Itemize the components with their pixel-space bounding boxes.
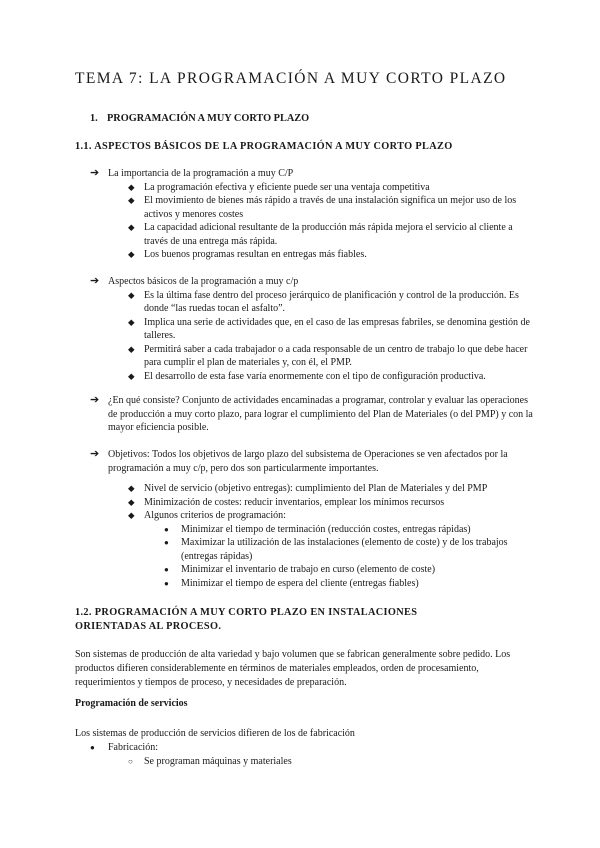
arrow-item-text: ¿En qué consiste? Conjunto de actividades encaminadas a programar, controlar y evaluar las operaciones de producción a muy corto plazo, para lograr el cumplimiento del Plan de Materiales (o del PMP) y con la mayor eficiencia posible. — [108, 395, 533, 433]
list-item — [128, 496, 535, 510]
arrow-icon: ➔ — [90, 275, 100, 287]
subsection-heading-1-1: 1.1. ASPECTOS BÁSICOS DE LA PROGRAMACIÓN A MUY CORTO PLAZO — [75, 141, 453, 152]
bullet-dot-icon: ● — [164, 578, 169, 588]
sub-list-item — [164, 536, 536, 563]
list-item-text: Permitirá saber a cada trabajador o a cada responsable de un centro de trabajo lo que debe hacer para cumplir el plan de materiales y, con él, el PMP. — [144, 343, 528, 368]
paragraph-process: Son sistemas de producción de alta variedad y bajo volumen que se fabrican generalmente sobre pedido. Los productos difieren considerablemente en términos de materiales empleados, orden de procesamiento, requerimientos y tiempos de proceso, y necesidades de preparación. — [75, 649, 511, 688]
list-item — [128, 316, 530, 343]
diamond-bullet-icon: ◆ — [128, 483, 135, 493]
sub-list-item — [164, 523, 536, 537]
diamond-bullet-icon: ◆ — [128, 289, 135, 300]
arrow-item — [90, 394, 535, 435]
subsection-heading-1-2: 1.2. PROGRAMACIÓN A MUY CORTO PLAZO EN INSTALACIONES ORIENTADAS AL PROCESO. — [75, 607, 418, 632]
arrow-item-text: La importancia de la programación a muy C/P — [108, 168, 294, 179]
sub-list-item-text: Se programan máquinas y materiales — [144, 755, 292, 767]
list-item-text: Fabricación: — [108, 742, 158, 753]
list-item — [128, 509, 535, 523]
sub-list-item — [128, 755, 490, 769]
list-item-text: El desarrollo de esta fase varía enormemente con el tipo de configuración productiva. — [144, 370, 486, 382]
subheading-services: Programación de servicios — [75, 698, 188, 709]
arrow-item-text: Aspectos básicos de la programación a muy c/p — [108, 276, 299, 287]
list-item — [128, 482, 535, 496]
list-manufacturing — [90, 741, 490, 768]
diamond-bullet-icon: ◆ — [128, 510, 135, 520]
list-item-text: La capacidad adicional resultante de la producción más rápida mejora el servicio al cliente a través de una entrega más rápida. — [144, 222, 513, 247]
list-item — [128, 248, 530, 262]
diamond-bullet-icon: ◆ — [128, 249, 135, 259]
bullet-block-importance — [90, 167, 530, 262]
list-item — [128, 221, 530, 248]
arrow-item — [90, 275, 530, 289]
diamond-bullet-icon: ◆ — [128, 370, 135, 381]
arrow-icon: ➔ — [90, 394, 100, 406]
sub-list-item-text: Minimizar el tiempo de espera del cliente (entregas fiables) — [181, 577, 419, 589]
diamond-bullet-icon: ◆ — [128, 316, 135, 327]
bullet-dot-icon: ● — [164, 538, 169, 547]
list-item — [128, 194, 530, 221]
bullet-block-basics — [90, 275, 530, 383]
list-item-text: La programación efectiva y eficiente puede ser una ventaja competitiva — [144, 181, 430, 193]
diamond-bullet-icon: ◆ — [128, 195, 135, 205]
bullet-dot-icon: ● — [164, 565, 169, 574]
list-item-text: El movimiento de bienes más rápido a través de una instalación significa un mejor uso de los activos y menores costes — [144, 195, 517, 220]
list-item — [128, 289, 530, 316]
arrow-item-text: Objetivos: Todos los objetivos de largo plazo del subsistema de Operaciones se ven afectados por la programación a muy c/p, pero dos son particularmente importantes. — [108, 449, 508, 474]
section-heading-1 — [90, 113, 309, 124]
list-item-text: Los buenos programas resultan en entregas más fiables. — [144, 249, 367, 260]
sub-list-item-text: Minimizar el inventario de trabajo en curso (elemento de coste) — [181, 564, 436, 575]
diamond-bullet-icon: ◆ — [128, 343, 135, 354]
page-title: TEMA 7: LA PROGRAMACIÓN A MUY CORTO PLAZO — [75, 70, 507, 87]
bullet-dot-icon: ● — [90, 743, 95, 752]
arrow-item — [90, 448, 535, 482]
list-item-text: Nivel de servicio (objetivo entregas): cumplimiento del Plan de Materiales y del PMP — [144, 483, 488, 494]
list-item — [128, 181, 530, 195]
list-item-text: Minimización de costes: reducir inventarios, emplear los mínimos recursos — [144, 496, 445, 508]
arrow-item — [90, 167, 530, 181]
list-item-text: Algunos criterios de programación: — [144, 510, 286, 521]
arrow-icon: ➔ — [90, 167, 100, 179]
sub-list-item-text: Maximizar la utilización de las instalaciones (elemento de coste) y de los trabajos (entregas rápidas) — [181, 537, 508, 562]
diamond-bullet-icon: ◆ — [128, 496, 135, 507]
list-item — [128, 370, 530, 384]
section-number: 1. — [90, 113, 98, 124]
bullet-dot-icon: ● — [164, 524, 169, 534]
sub-list-item — [164, 577, 536, 591]
section-label: PROGRAMACIÓN A MUY CORTO PLAZO — [107, 113, 310, 124]
diamond-bullet-icon: ◆ — [128, 222, 135, 232]
bullet-block-definition — [90, 394, 535, 435]
list-item-text: Implica una serie de actividades que, en el caso de las empresas fabriles, se denomina gestión de talleres. — [144, 316, 530, 341]
paragraph-services: Los sistemas de producción de servicios difieren de los de fabricación — [75, 728, 355, 739]
diamond-bullet-icon: ◆ — [128, 181, 135, 192]
bullet-block-objectives — [90, 448, 535, 590]
circle-bullet-icon: ○ — [128, 756, 133, 766]
sub-list-item — [164, 563, 536, 577]
list-item — [128, 343, 530, 370]
sub-list-item-text: Minimizar el tiempo de terminación (reducción costes, entregas rápidas) — [181, 523, 471, 535]
arrow-icon: ➔ — [90, 448, 100, 460]
list-item — [90, 741, 490, 755]
list-item-text: Es la última fase dentro del proceso jerárquico de planificación y control de la producción. Es donde “las ruedas tocan el asfalto”. — [144, 289, 519, 314]
